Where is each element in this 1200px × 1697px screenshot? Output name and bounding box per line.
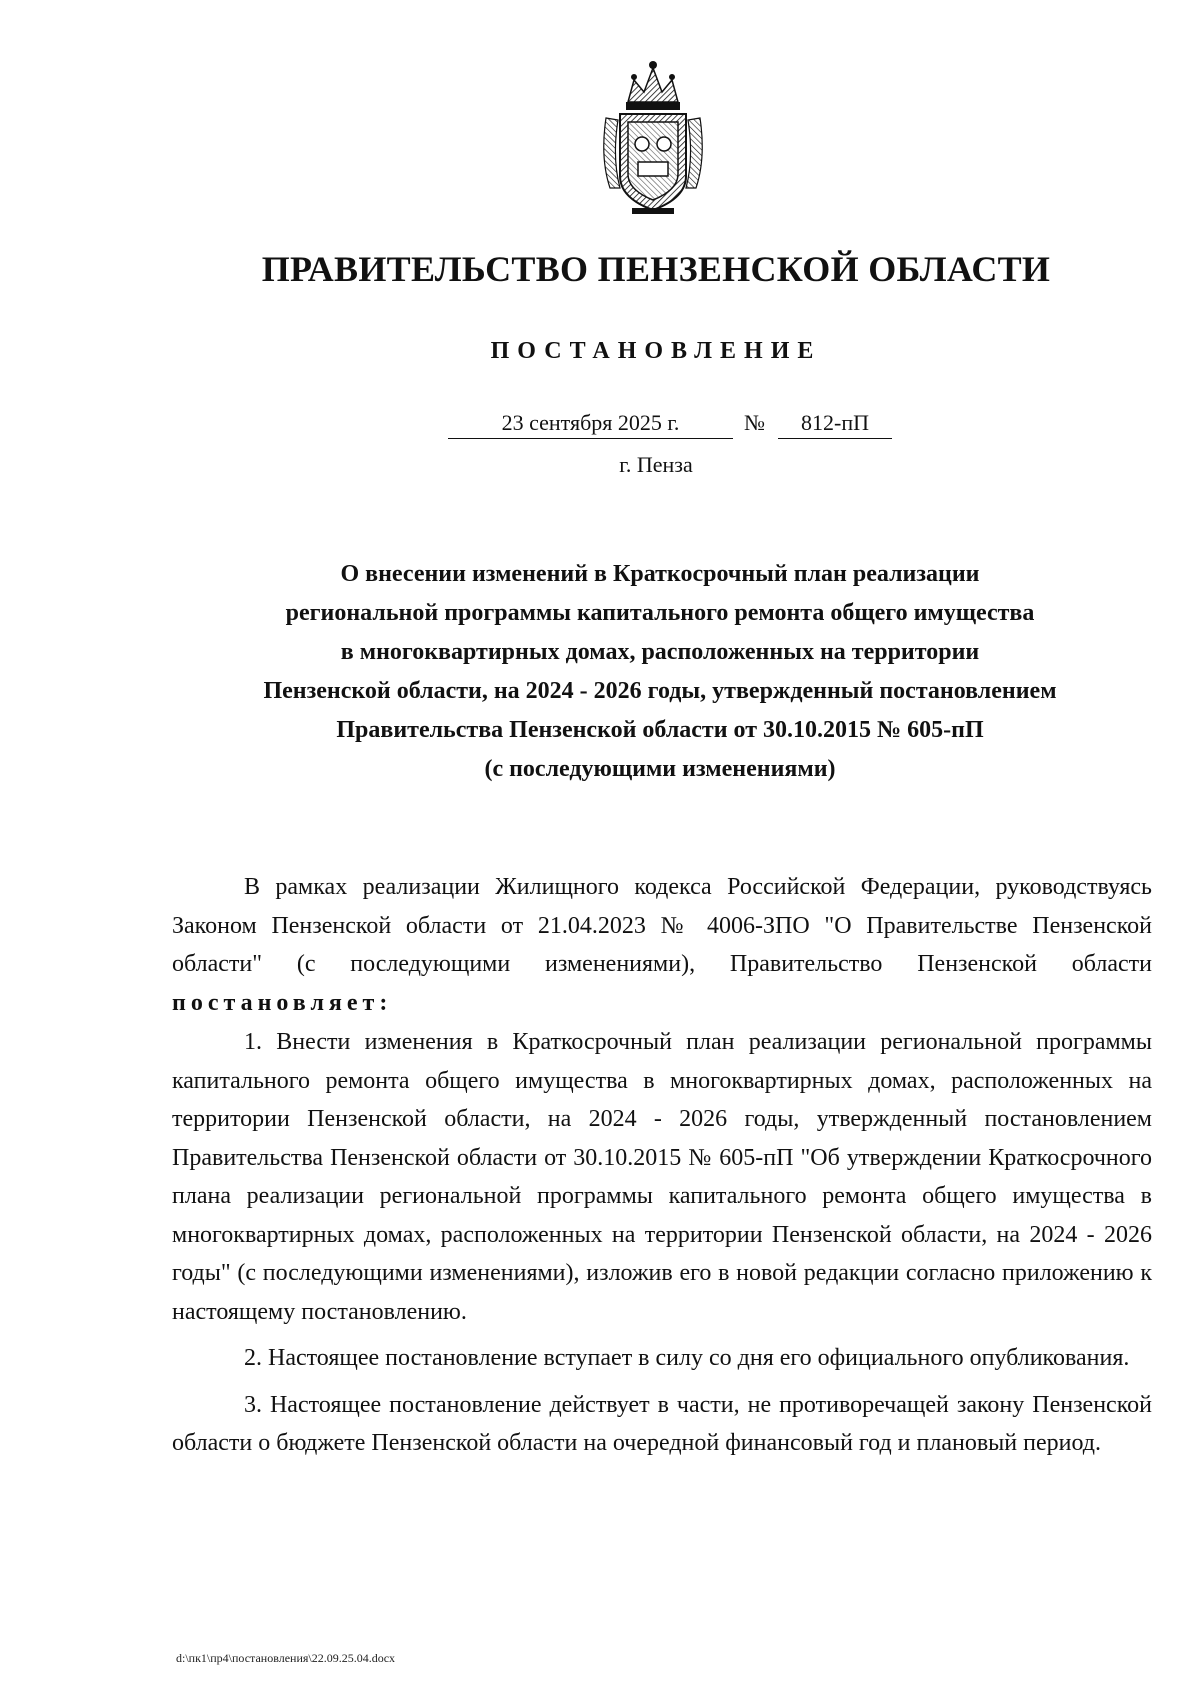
item-3-paragraph: 3. Настоящее постановление действует в части, не противоречащей закону Пензенской области о бюджете Пензенской области на очередной финансовый год и плановый период. — [172, 1391, 1152, 1456]
subject-line: (с последующими изменениями) — [484, 756, 836, 782]
footer-file-path: d:\пк1\пр4\постановления\22.09.25.04.docx — [176, 1651, 396, 1665]
city: г. Пенза — [619, 452, 693, 477]
decree-word: постановляет: — [172, 989, 393, 1016]
subject-line: Правительства Пензенской области от 30.10.2015 № 605-пП — [336, 717, 984, 743]
item-2-paragraph: 2. Настоящее постановление вступает в силу со дня его официального опубликования. — [244, 1345, 1130, 1371]
preamble-paragraph — [172, 868, 1152, 1022]
preamble-text: В рамках реализации Жилищного кодекса Российской Федерации, руководствуясь Законом Пензенской области от 21.04.2023 № 4006-ЗПО "О Правительстве Пензенской области" (с последующими изменениями), Правительство Пензенской области — [172, 874, 1152, 977]
subject-line: Пензенской области, на 2024 - 2026 годы, утвержденный постановлением — [263, 678, 1057, 704]
document-date: 23 сентября 2025 г. — [448, 410, 733, 439]
document-body — [172, 868, 1152, 1463]
document-type: ПОСТАНОВЛЕНИЕ — [490, 338, 822, 364]
document-number: 812-пП — [778, 410, 892, 439]
subject-line: в многоквартирных домах, расположенных на территории — [340, 639, 980, 665]
coat-of-arms-icon — [598, 58, 708, 218]
item-1-paragraph: 1. Внести изменения в Краткосрочный план реализации региональной программы капитального ремонта общего имущества в многоквартирных домах, расположенных на территории Пензенской области, на 2024 - 2026 годы, утвержденный постановлением Правительства Пензенской области от 30.10.2015 № 605-пП "Об утверждении Краткосрочного плана реализации региональной программы капитального ремонта общего имущества в многоквартирных домах, расположенных на территории Пензенской области, на 2024 - 2026 годы" (с последующими изменениями), изложив его в новой редакции согласно приложению к настоящему постановлению. — [172, 1029, 1152, 1325]
document-subject — [180, 555, 1140, 789]
number-sign: № — [744, 410, 765, 435]
government-title: ПРАВИТЕЛЬСТВО ПЕНЗЕНСКОЙ ОБЛАСТИ — [261, 249, 1051, 289]
subject-line: О внесении изменений в Краткосрочный план реализации — [340, 561, 980, 587]
subject-line: региональной программы капитального ремонта общего имущества — [285, 600, 1035, 626]
